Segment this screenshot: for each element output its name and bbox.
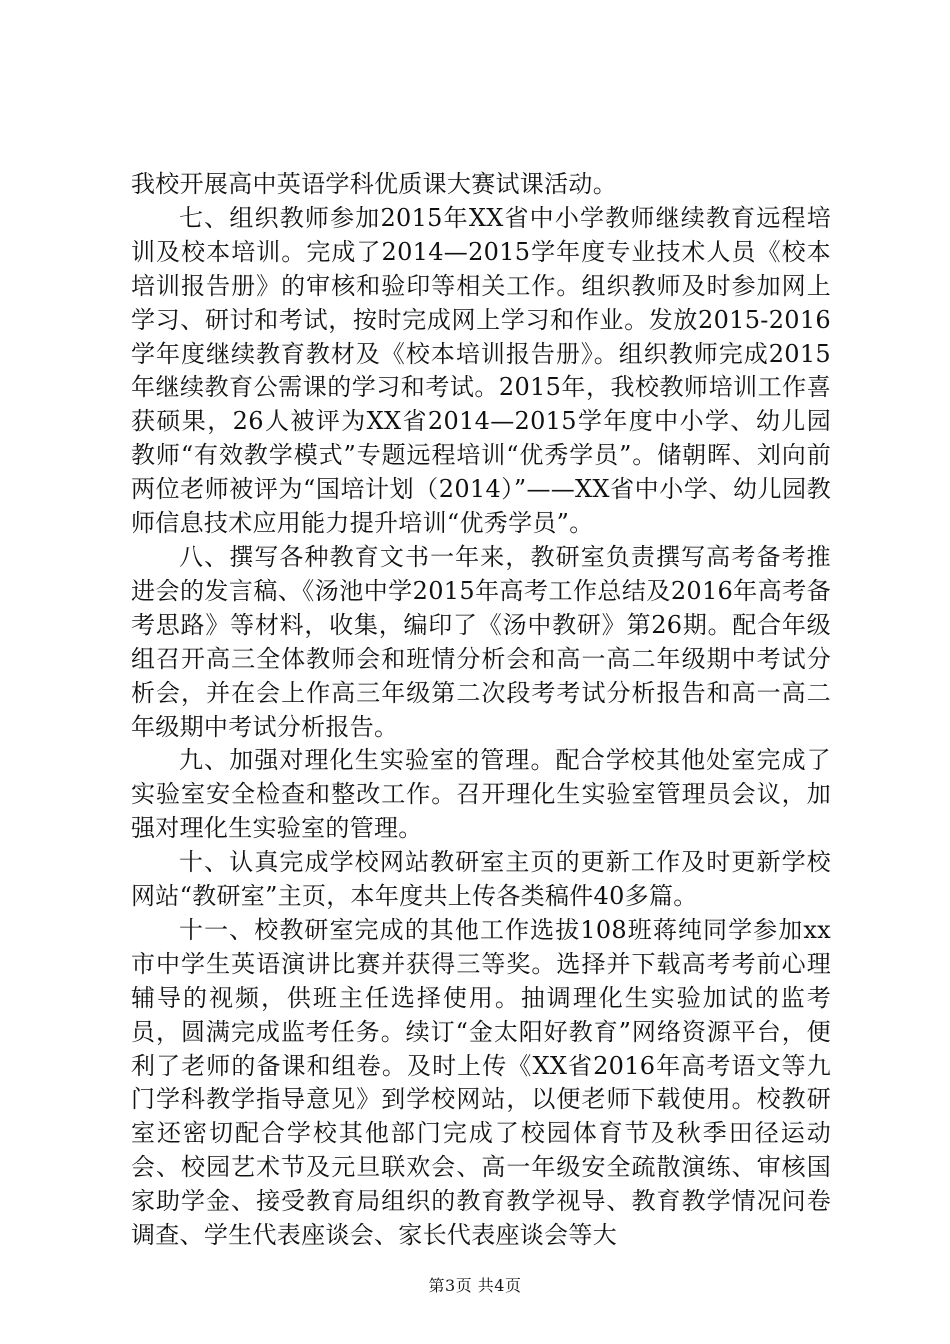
document-body <box>131 168 831 1253</box>
paragraph-item-11: 十一、校教研室完成的其他工作选拔108班蒋纯同学参加xx市中学生英语演讲比赛并获得三等奖。选择并下载高考考前心理辅导的视频，供班主任选择使用。抽调理化生实验加试的监考员，圆满完成监考任务。续订“金太阳好教育”网络资源平台，便利了老师的备课和组卷。及时上传《XX省2016年高考语文等九门学科教学指导意见》到学校网站，以便老师下载使用。校教研室还密切配合学校其他部门完成了校园体育节及秋季田径运动会、校园艺术节及元旦联欢会、高一年级安全疏散演练、审核国家助学金、接受教育局组织的教育教学视导、教育教学情况问卷调查、学生代表座谈会、家长代表座谈会等大 <box>131 915 831 1250</box>
paragraph-continuation: 我校开展高中英语学科优质课大赛试课活动。 <box>131 170 617 198</box>
paragraph-item-10: 十、认真完成学校网站教研室主页的更新工作及时更新学校网站“教研室”主页，本年度共上传各类稿件40多篇。 <box>131 848 831 911</box>
paragraph-item-8: 八、撰写各种教育文书一年来，教研室负责撰写高考备考推进会的发言稿、《汤池中学2015年高考工作总结及2016年高考备考思路》等材料，收集，编印了《汤中教研》第26期。配合年级组召开高三全体教师会和班情分析会和高一高二年级期中考试分析会，并在会上作高三年级第二次段考考试分析报告和高一高二年级期中考试分析报告。 <box>131 542 831 741</box>
paragraph-item-7: 七、组织教师参加2015年XX省中小学教师继续教育远程培训及校本培训。完成了2014—2015学年度专业技术人员《校本培训报告册》的审核和验印等相关工作。组织教师及时参加网上学习、研讨和考试，按时完成网上学习和作业。发放2015-2016学年度继续教育教材及《校本培训报告册》。组织教师完成2015年继续教育公需课的学习和考试。2015年，我校教师培训工作喜获硕果，26人被评为XX省2014—2015学年度中小学、幼儿园教师“有效教学模式”专题远程培训“优秀学员”。储朝晖、刘向前两位老师被评为“国培计划（2014）”——XX省中小学、幼儿园教师信息技术应用能力提升培训“优秀学员”。 <box>131 203 831 538</box>
paragraph-item-9: 九、加强对理化生实验室的管理。配合学校其他处室完成了实验室安全检查和整改工作。召开理化生实验室管理员会议，加强对理化生实验室的管理。 <box>131 746 831 843</box>
page-number-footer: 第3页 共4页 <box>428 1276 522 1295</box>
